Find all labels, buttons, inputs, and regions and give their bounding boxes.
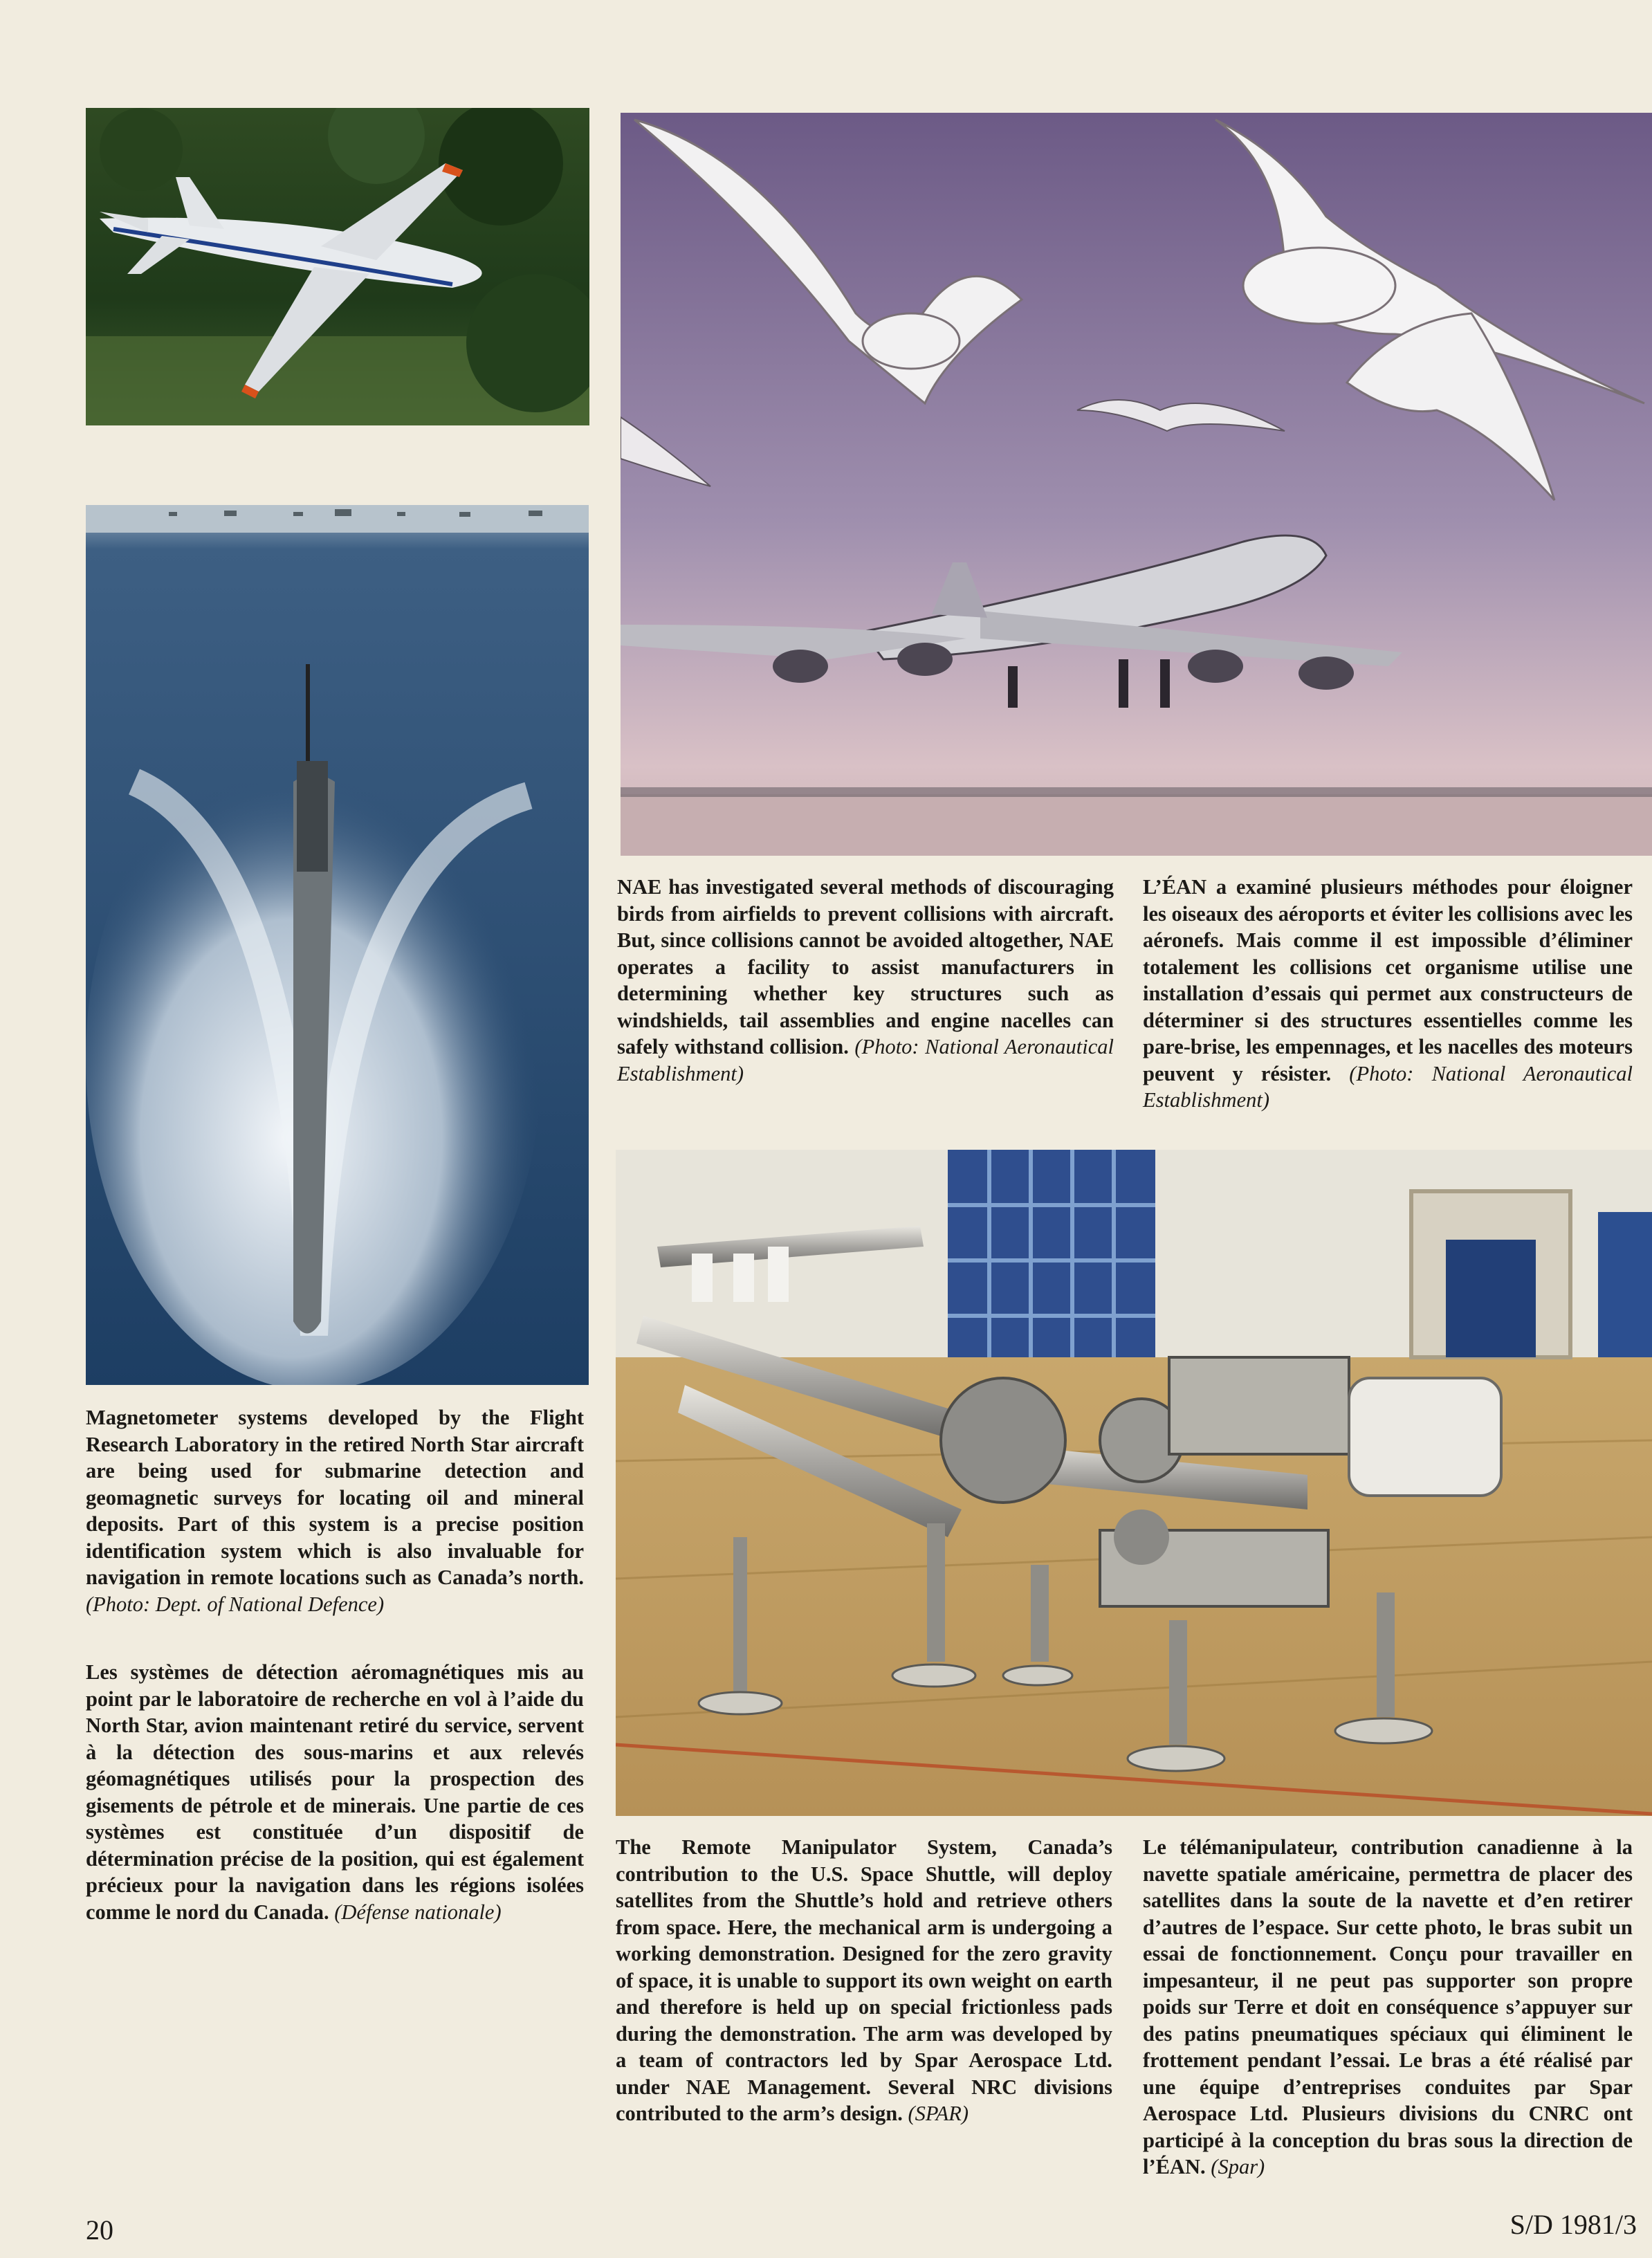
caption-magnetometer-fr-text: Les systèmes de détection aéromagnétiques mis au point par le laboratoire de recherche en vol à l’aide du North Star, avion maintenant retiré du service, servent à la détection des sous-marins et aux relevés géomagnétiques utilisés pour la prospection des gisements de pétrole et de minerais. Une partie de ces systèmes est constituée d’un dispositif de détermination précise de la position, qui est également précieux pour la navigation dans les régions isolées comme le nord du Canada. [86,1660,584,1924]
caption-rms-en-credit: (SPAR) [908,2102,969,2125]
page-number: 20 [86,2214,113,2246]
caption-birds-en-text: NAE has investigated several methods of discouraging birds from airfields to prevent collisions with aircraft. But, since collisions cannot be avoided altogether, NAE operates a facility to assist manufacturers in determining whether key structures such as windshields, tail assemblies and engine nacelles can safely withstand collision. [617,875,1114,1058]
caption-magnetometer-en [86,1404,584,1617]
caption-magnetometer-fr-credit: (Défense nationale) [334,1900,502,1924]
caption-magnetometer-en-credit: (Photo: Dept. of National Defence) [86,1592,385,1616]
issue-label: S/D 1981/3 [1509,2209,1637,2240]
caption-rms-fr-text: Le télémanipulateur, contribution canadienne à la navette spatiale américaine, permettra de placer des satellites dans la soute de la navette et d’en retirer d’autres de l’espace. Sur cette photo, le bras subit un essai de fonctionnement. Conçu pour travailler en impesanteur, il ne peut pas supporter son propre poids sur Terre et doit en conséquence s’appuyer sur des patins pneumatiques spéciaux qui éliminent le frottement pendant l’essai. Le bras a été réalisé par une équipe d’entreprises conduites par Spar Aerospace Ltd. Plusieurs divisions du CNRC ont participé à la conception du bras sous la direction de l’ÉAN. [1143,1835,1633,2178]
birds-airliner-photo [621,113,1652,856]
caption-rms-fr [1143,1834,1633,2181]
caption-birds-en-credit: (Photo: National Aeronautical Establishment) [617,1035,1114,1085]
caption-birds-fr [1143,874,1633,1114]
caption-birds-en [617,874,1114,1087]
caption-birds-fr-text: L’ÉAN a examiné plusieurs méthodes pour éloigner les oiseaux des aéroports et éviter les collisions avec les aéronefs. Mais comme il est impossible d’éliminer totalement les collisions cet organisme utilise une installation d’essais qui permet aux constructeurs de déterminer si des structures essentielles comme les pare-brise, les empennages, et les nacelles des moteurs peuvent y résister. [1143,875,1633,1085]
caption-magnetometer-en-text: Magnetometer systems developed by the Flight Research Laboratory in the retired North Star aircraft are being used for submarine detection and geomagnetic surveys for locating oil and mineral deposits. Part of this system is a precise position identification system which is also invaluable for navigation in remote locations such as Canada’s north. [86,1406,584,1589]
remote-manipulator-arm-photo [616,1150,1652,1816]
north-star-aircraft-photo [86,108,589,425]
caption-magnetometer-fr [86,1659,584,1925]
submarine-photo [86,505,589,1385]
caption-rms-en [616,1834,1112,2127]
caption-rms-fr-credit: (Spar) [1211,2155,1265,2178]
caption-rms-en-text: The Remote Manipulator System, Canada’s contribution to the U.S. Space Shuttle, will deploy satellites from the Shuttle’s hold and retrieve others from space. Here, the mechanical arm is undergoing a working demonstration. Designed for the zero gravity of space, it is unable to support its own weight on earth and therefore is held up on special frictionless pads during the demonstration. The arm was developed by a team of contractors led by Spar Aerospace Ltd. under NAE Management. Several NRC divisions contributed to the arm’s design. [616,1835,1112,2125]
caption-birds-fr-credit: (Photo: National Aeronautical Establishment) [1143,1061,1633,1112]
